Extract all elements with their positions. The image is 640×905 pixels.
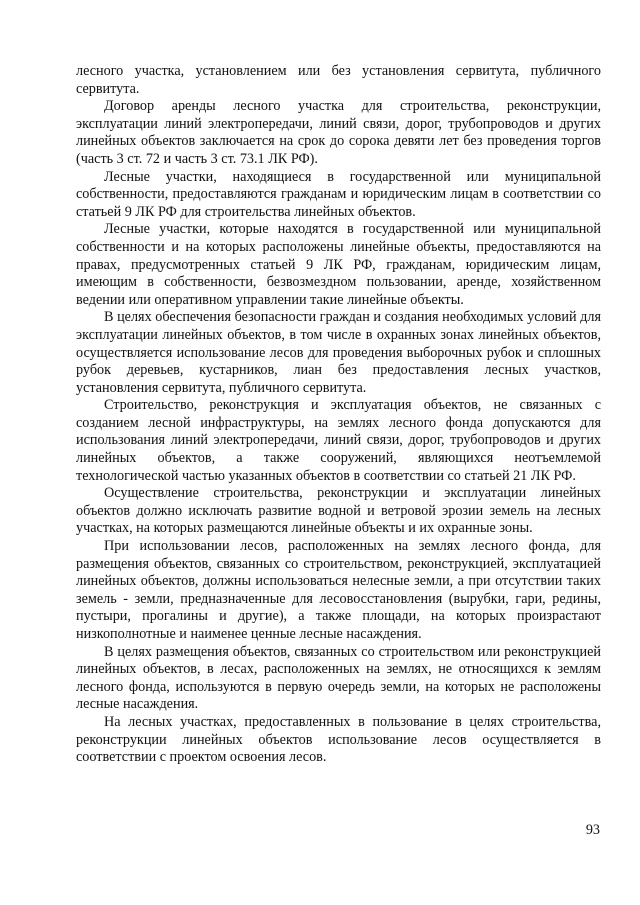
page-number: 93 [585,822,600,838]
paragraph-state-owned-plots: Лесные участки, находящиеся в государственной или муниципальной собственности, предоставляются гражданам и юридическим лицам в соответствии со статьей 9 ЛК РФ для строительства линейных объектов. [76,168,601,220]
paragraph-plots-with-linear-objects: Лесные участки, которые находятся в государственной или муниципальной собственности и на которых расположены линейные объекты, предоставляются на правах, предусмотренных статьей 9 ЛК РФ, гражданам, юридическим лицам, имеющим в собственности, безвозмездном пользовании, аренде, хозяйственном ведении или оперативном управлении такие линейные объекты. [76,221,601,308]
paragraph-land-priority: При использовании лесов, расположенных на землях лесного фонда, для размещения объектов, связанных со строительством, реконструкцией, эксплуатацией линейных объектов, должны использоваться нелесные земли, а при отсутствии таких земель - земли, предназначенные для лесовосстановления (вырубки, гари, редины, пустыри, прогалины и другие), а также площади, на которых произрастают низкополнотные и наименее ценные лесные насаждения. [76,538,601,642]
paragraph-lease-term: Договор аренды лесного участка для строительства, реконструкции, эксплуатации линий электропередачи, линий связи, дорог, трубопроводов и других линейных объектов заключается на срок до сорока девяти лет без проведения торгов (часть 3 ст. 72 и часть 3 ст. 73.1 ЛК РФ). [76,98,601,167]
paragraph-safety-logging: В целях обеспечения безопасности граждан и создания необходимых условий для эксплуатации линейных объектов, в том числе в охранных зонах линейных объектов, осуществляется использование лесов для проведения выборочных рубок и сплошных рубок деревьев, кустарников, лиан без предоставления лесных участков, установления сервитута, публичного сервитута. [76,309,601,396]
paragraph-continuation: лесного участка, установлением или без установления сервитута, публичного сервитута. [76,63,601,97]
document-page [76,63,601,767]
paragraph-erosion-prevention: Осуществление строительства, реконструкции и эксплуатации линейных объектов должно исключать развитие водной и ветровой эрозии земель на лесных участках, на которых размещаются линейные объекты и их охранные зоны. [76,485,601,537]
paragraph-development-project: На лесных участках, предоставленных в пользование в целях строительства, реконструкции линейных объектов использование лесов осуществляется в соответствии с проектом освоения лесов. [76,713,601,766]
paragraph-non-forest-construction: Строительство, реконструкция и эксплуатация объектов, не связанных с созданием лесной инфраструктуры, на землях лесного фонда допускаются для использования линий электропередачи, линий связи, дорог, трубопроводов и других линейных объектов, а также сооружений, являющихся неотъемлемой технологической частью указанных объектов в соответствии со статьей 21 ЛК РФ. [76,397,601,484]
paragraph-non-forest-fund-lands: В целях размещения объектов, связанных со строительством или реконструкцией линейных объектов, в лесах, расположенных на землях, не относящихся к землям лесного фонда, используются в первую очередь земли, на которых не расположены лесные насаждения. [76,643,601,713]
